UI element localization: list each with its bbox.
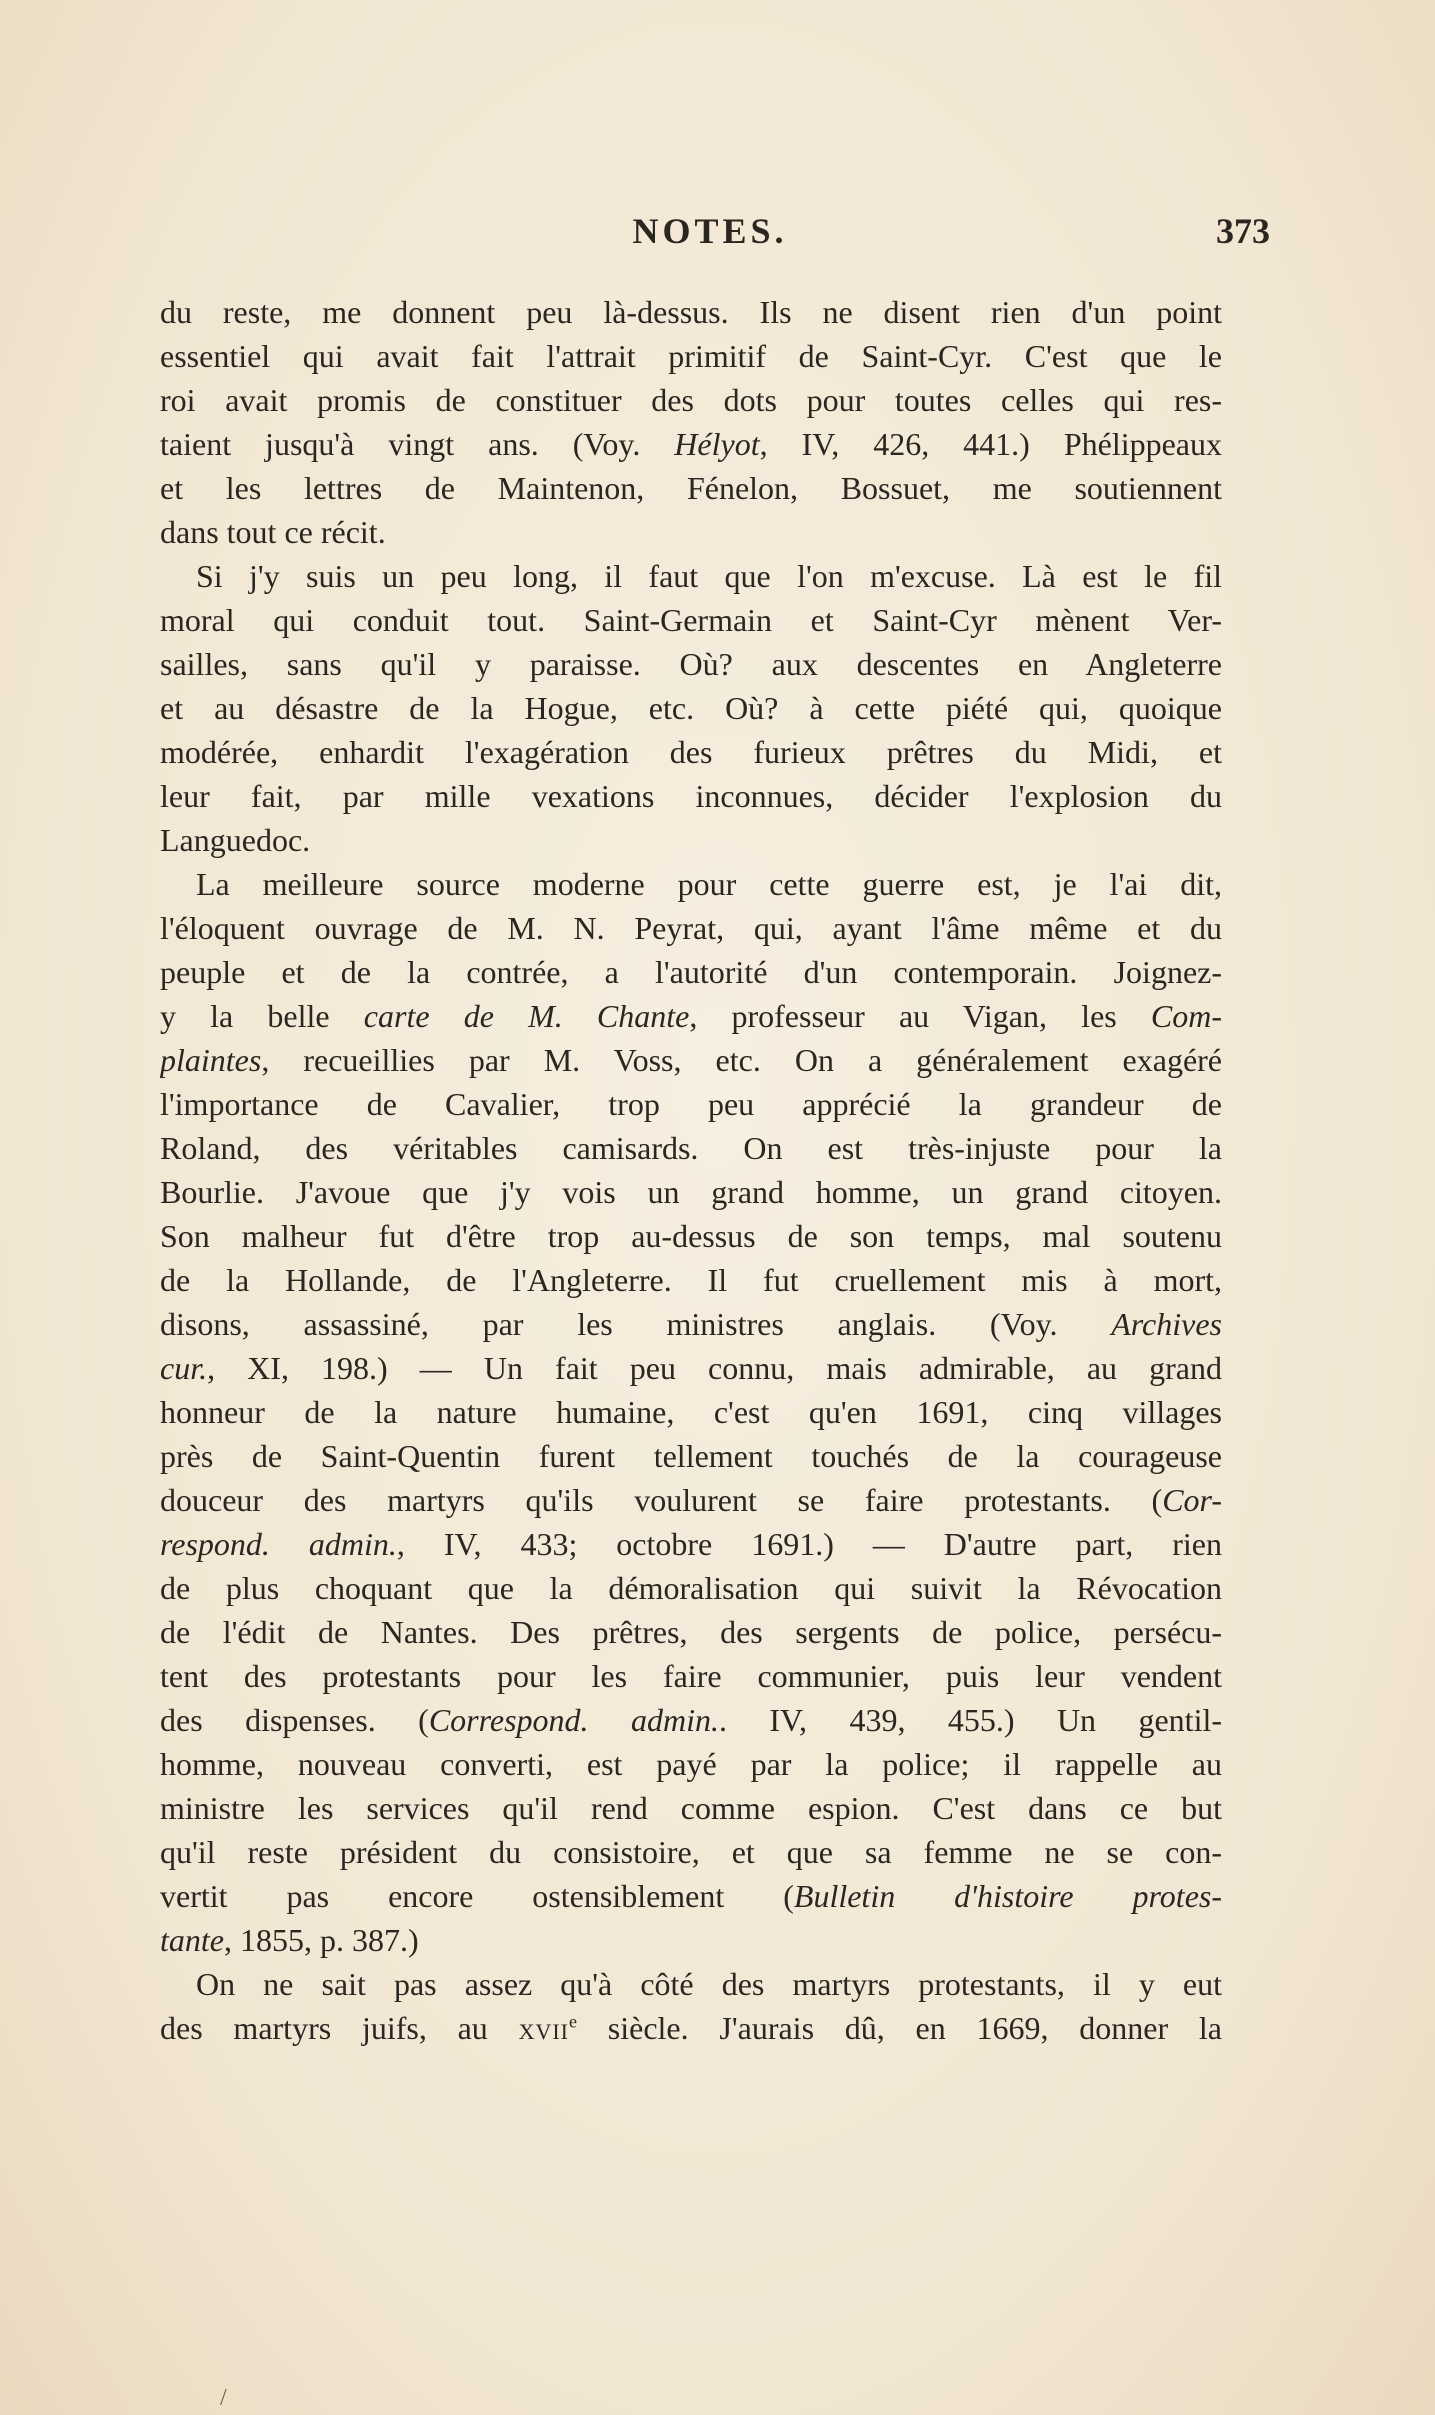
text-line <box>160 950 1222 994</box>
italic-text: cur. <box>160 1350 208 1386</box>
text-line <box>160 422 1222 466</box>
line-text: Languedoc. <box>160 822 311 858</box>
line-text: de l'édit de Nantes. Des prêtres, des sergents de police, persécu- <box>160 1614 1222 1650</box>
line-text: La meilleure source moderne pour cette guerre est, je l'ai dit, <box>196 866 1222 902</box>
text-line <box>160 1038 1222 1082</box>
line-text: , recueillies par M. Voss, etc. On a généralement exagéré <box>261 1042 1222 1078</box>
line-text: peuple et de la contrée, a l'autorité d'un contemporain. Joignez- <box>160 954 1222 990</box>
text-line <box>160 774 1222 818</box>
text-line <box>160 1082 1222 1126</box>
text-line <box>160 994 1222 1038</box>
line-text: de plus choquant que la démoralisation qui suivit la Révocation <box>160 1570 1222 1606</box>
line-text: , 1855, p. 387.) <box>223 1922 419 1958</box>
line-text: , IV, 426, 441.) Phélippeaux <box>759 426 1222 462</box>
line-text: dans tout ce récit. <box>160 514 386 550</box>
italic-text: Bulletin d'histoire protes- <box>793 1878 1222 1914</box>
page-number: 373 <box>1216 211 1270 251</box>
text-line <box>160 466 1222 510</box>
line-text: près de Saint-Quentin furent tellement touchés de la courageuse <box>160 1438 1222 1474</box>
italic-text: tante <box>160 1922 224 1958</box>
italic-text: respond. admin. <box>160 1526 397 1562</box>
body-text <box>160 290 1222 2050</box>
line-text: taient jusqu'à vingt ans. (Voy. <box>160 426 675 462</box>
line-text: modérée, enhardit l'exagération des furieux prêtres du Midi, et <box>160 734 1222 770</box>
line-text: des martyrs juifs, au <box>160 2010 519 2046</box>
line-text: de la Hollande, de l'Angleterre. Il fut cruellement mis à mort, <box>160 1262 1222 1298</box>
italic-text: Cor- <box>1162 1482 1222 1518</box>
line-text: qu'il reste président du consistoire, et que sa femme ne se con- <box>160 1834 1222 1870</box>
text-line <box>160 1610 1222 1654</box>
line-text: sailles, sans qu'il y paraisse. Où? aux descentes en Angleterre <box>160 646 1222 682</box>
italic-text: Archives <box>1111 1306 1222 1342</box>
stray-ink-mark: / <box>220 2385 227 2411</box>
text-line <box>160 642 1222 686</box>
text-line <box>160 906 1222 950</box>
italic-text: Hélyot <box>674 426 760 462</box>
line-text: douceur des martyrs qu'ils voulurent se faire protestants. ( <box>160 1482 1163 1518</box>
line-text: . IV, 439, 455.) Un gentil- <box>718 1702 1222 1738</box>
line-text: moral qui conduit tout. Saint-Germain et Saint-Cyr mènent Ver- <box>160 602 1222 638</box>
line-text: , XI, 198.) — Un fait peu connu, mais admirable, au grand <box>207 1350 1222 1386</box>
running-title: NOTES. <box>632 211 788 251</box>
line-text: des dispenses. ( <box>160 1702 429 1738</box>
text-line <box>160 1170 1222 1214</box>
text-line <box>160 2006 1222 2050</box>
text-line <box>160 1522 1222 1566</box>
line-text: roi avait promis de constituer des dots pour toutes celles qui res- <box>160 382 1222 418</box>
page-header <box>160 210 1270 260</box>
text-line <box>160 1918 1222 1962</box>
italic-text: Correspond. admin. <box>428 1702 719 1738</box>
text-line <box>160 686 1222 730</box>
line-text: vertit pas encore ostensiblement ( <box>160 1878 794 1914</box>
text-line <box>160 1698 1222 1742</box>
text-line <box>160 1258 1222 1302</box>
text-line <box>160 1434 1222 1478</box>
line-text: disons, assassiné, par les ministres anglais. (Voy. <box>160 1306 1112 1342</box>
text-line <box>160 334 1222 378</box>
line-text: Bourlie. J'avoue que j'y vois un grand homme, un grand citoyen. <box>160 1174 1222 1210</box>
text-line <box>160 378 1222 422</box>
line-text: Roland, des véritables camisards. On est très-injuste pour la <box>160 1130 1222 1166</box>
text-line <box>160 1742 1222 1786</box>
line-text: tent des protestants pour les faire communier, puis leur vendent <box>160 1658 1222 1694</box>
italic-text: Com- <box>1150 998 1222 1034</box>
text-line <box>160 1654 1222 1698</box>
text-line <box>160 1786 1222 1830</box>
line-text: siècle. J'aurais dû, en 1669, donner la <box>577 2010 1222 2046</box>
text-line <box>160 1390 1222 1434</box>
text-line <box>160 1830 1222 1874</box>
line-text: Son malheur fut d'être trop au-dessus de son temps, mal soutenu <box>160 1218 1222 1254</box>
italic-text: carte de M. Chante <box>363 998 690 1034</box>
superscript-text: e <box>569 2011 578 2032</box>
italic-text: plaintes <box>160 1042 262 1078</box>
text-line <box>160 730 1222 774</box>
line-text: du reste, me donnent peu là-dessus. Ils ne disent rien d'un point <box>160 294 1222 330</box>
line-text: essentiel qui avait fait l'attrait primitif de Saint-Cyr. C'est que le <box>160 338 1222 374</box>
text-line <box>160 1214 1222 1258</box>
text-line <box>160 598 1222 642</box>
text-line <box>160 290 1222 334</box>
text-line <box>160 510 1222 554</box>
small-caps-text: XVII <box>518 2019 570 2044</box>
text-line <box>160 554 1222 598</box>
text-line <box>160 1302 1222 1346</box>
line-text: et au désastre de la Hogue, etc. Où? à cette piété qui, quoique <box>160 690 1222 726</box>
line-text: ministre les services qu'il rend comme espion. C'est dans ce but <box>160 1790 1222 1826</box>
line-text: , IV, 433; octobre 1691.) — D'autre part, rien <box>396 1526 1222 1562</box>
line-text: homme, nouveau converti, est payé par la police; il rappelle au <box>160 1746 1222 1782</box>
line-text: honneur de la nature humaine, c'est qu'en 1691, cinq villages <box>160 1394 1222 1430</box>
line-text: Si j'y suis un peu long, il faut que l'on m'excuse. Là est le fil <box>196 558 1222 594</box>
line-text: y la belle <box>160 998 364 1034</box>
text-line <box>160 1346 1222 1390</box>
text-line <box>160 1478 1222 1522</box>
line-text: leur fait, par mille vexations inconnues, décider l'explosion du <box>160 778 1222 814</box>
text-line <box>160 1874 1222 1918</box>
line-text: , professeur au Vigan, les <box>689 998 1151 1034</box>
text-line <box>160 818 1222 862</box>
text-line <box>160 1566 1222 1610</box>
text-line <box>160 862 1222 906</box>
text-line <box>160 1126 1222 1170</box>
line-text: On ne sait pas assez qu'à côté des martyrs protestants, il y eut <box>196 1966 1222 2002</box>
text-line <box>160 1962 1222 2006</box>
line-text: l'éloquent ouvrage de M. N. Peyrat, qui, ayant l'âme même et du <box>160 910 1222 946</box>
line-text: l'importance de Cavalier, trop peu apprécié la grandeur de <box>160 1086 1222 1122</box>
line-text: et les lettres de Maintenon, Fénelon, Bossuet, me soutiennent <box>160 470 1222 506</box>
